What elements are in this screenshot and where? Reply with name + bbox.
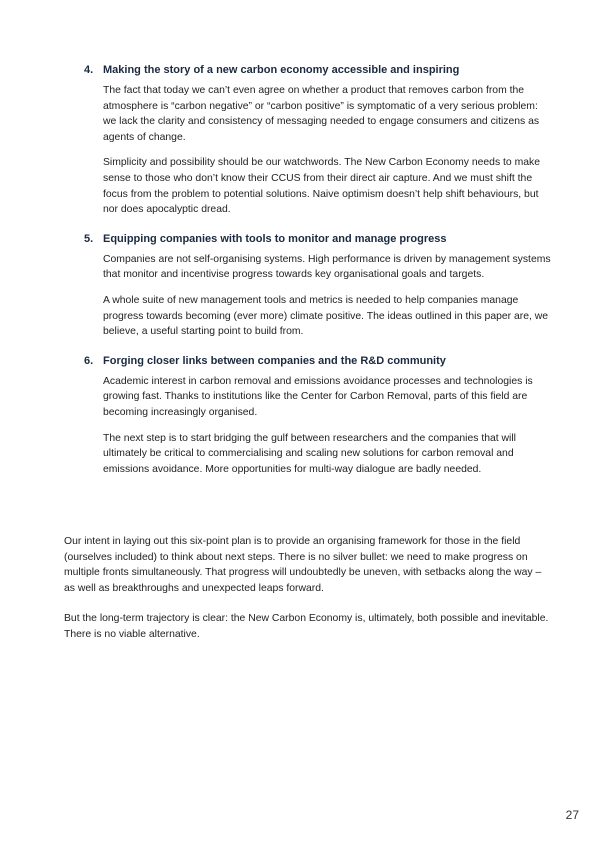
paragraph: A whole suite of new management tools and metrics is needed to help companies manage progress towards becoming (ever more) climate positive. The ideas outlined in this paper are, we believe, a useful starting point to build from. xyxy=(103,294,549,338)
closing-paragraph: Our intent in laying out this six-point plan is to provide an organising framework for those in the field (ourselves included) to think about next steps. There is no silver bullet: we need to make progress on multiple fronts simultaneously. That progress will undoubtedly be uneven, with setbacks along the way – as well as breakthroughs and unexpected leaps forward. xyxy=(64,536,542,594)
item-heading xyxy=(84,354,554,368)
page-number: 27 xyxy=(565,808,579,822)
item-heading xyxy=(84,63,554,77)
list-item xyxy=(84,63,554,218)
paragraph: The next step is to start bridging the gulf between researchers and the companies that will ultimately be critical to commercialising and scaling new solutions for carbon removal and emissions avoidance. More opportunities for multi-way dialogue are badly needed. xyxy=(103,432,516,475)
item-number: 5. xyxy=(84,232,94,245)
paragraph: The fact that today we can’t even agree on whether a product that removes carbon from the atmosphere is “carbon negative” or “carbon positive” is symptomatic of a very serious problem: we lack the clarity and consistency of messaging needed to engage consumers and citizens as agents of change. xyxy=(103,85,540,143)
closing-paragraph: But the long-term trajectory is clear: the New Carbon Economy is, ultimately, both possible and inevitable. There is no viable alternative. xyxy=(64,613,549,640)
closing-section xyxy=(64,534,554,658)
item-body xyxy=(103,83,554,218)
item-body xyxy=(103,252,554,340)
list-item xyxy=(84,232,554,340)
item-body xyxy=(103,374,554,478)
item-number: 4. xyxy=(84,64,94,76)
item-title: Making the story of a new carbon economy accessible and inspiring xyxy=(103,64,460,76)
item-title: Equipping companies with tools to monitor and manage progress xyxy=(103,232,447,245)
item-number: 6. xyxy=(84,354,94,367)
item-heading xyxy=(84,232,554,246)
item-title: Forging closer links between companies and the R&D community xyxy=(103,354,446,367)
paragraph: Simplicity and possibility should be our watchwords. The New Carbon Economy needs to make sense to those who don’t know their CCUS from their direct air capture. And we must shift the focus from the problem to potential solutions. Naive optimism doesn’t help shift behaviours, but nor does apocalyptic dread. xyxy=(103,157,541,216)
list-item xyxy=(84,354,554,478)
paragraph: Companies are not self-organising systems. High performance is driven by management systems that monitor and incentivise progress towards key organisational goals and targets. xyxy=(103,253,551,281)
numbered-list xyxy=(84,63,554,491)
paragraph: Academic interest in carbon removal and emissions avoidance processes and technologies is growing fast. Thanks to institutions like the Center for Carbon Removal, parts of this field are becoming increasingly organised. xyxy=(103,375,533,418)
